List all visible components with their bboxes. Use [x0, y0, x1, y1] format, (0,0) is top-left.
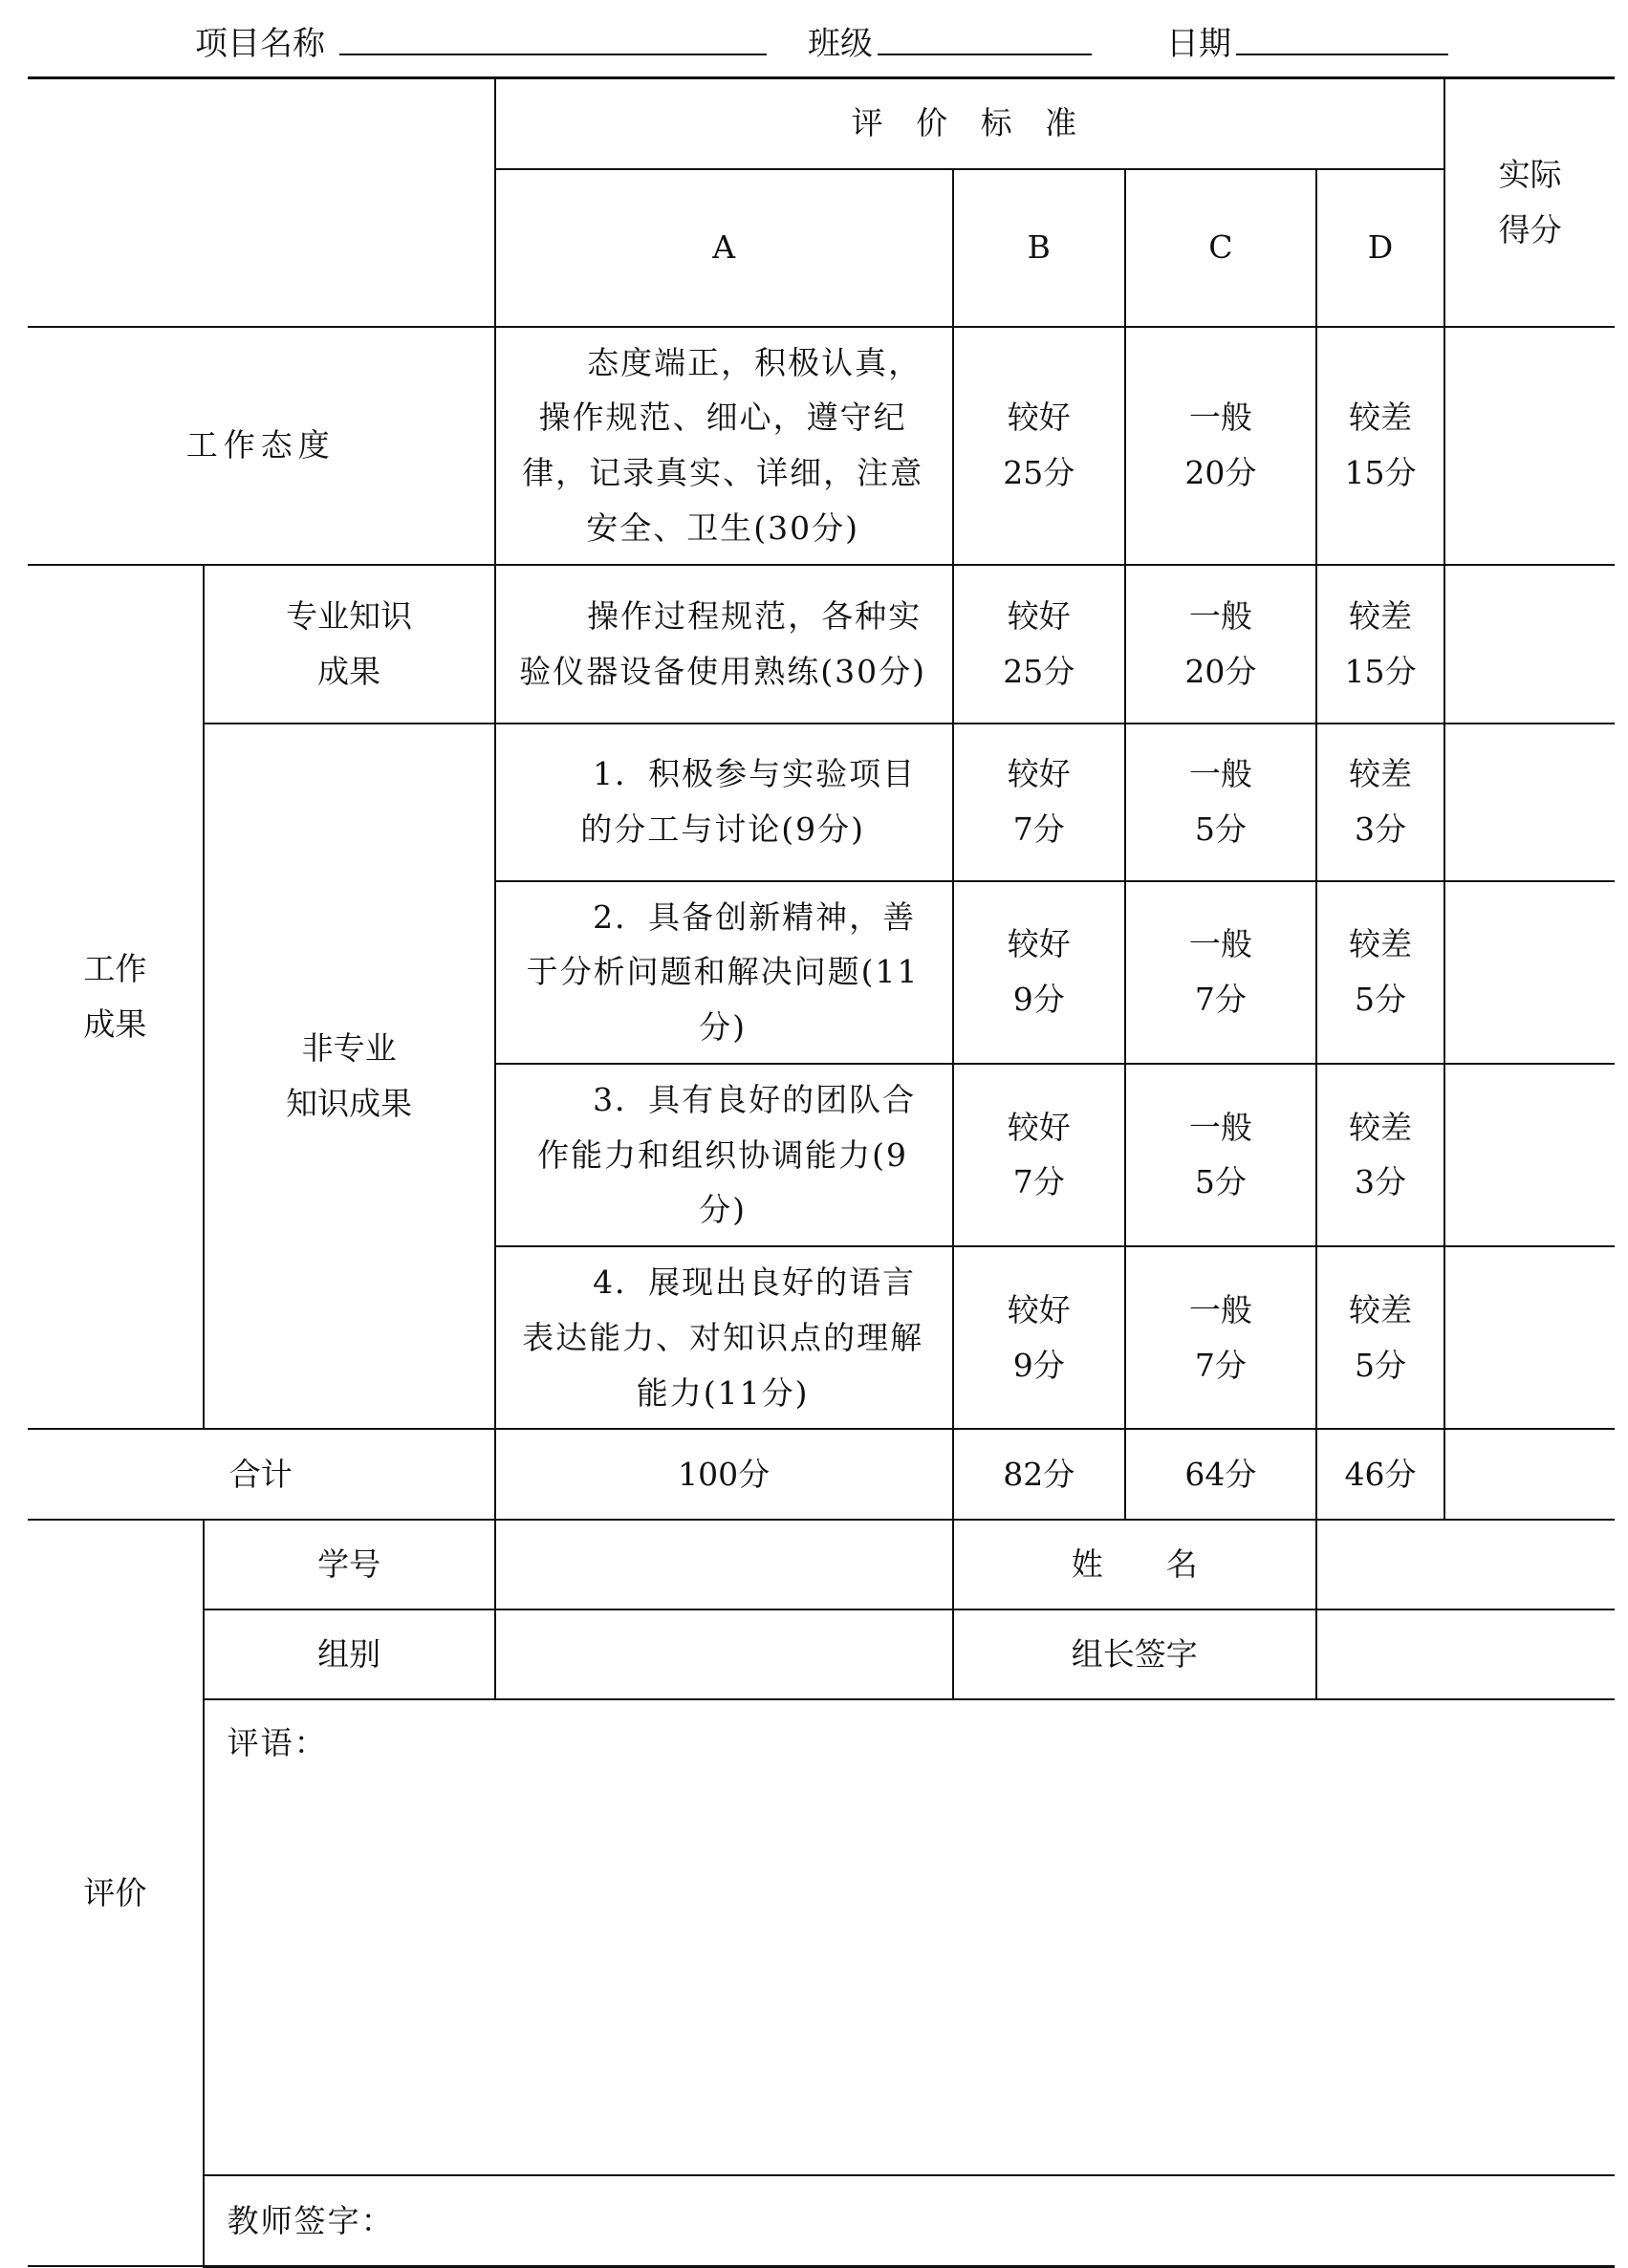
grade-b-cell — [953, 1246, 1125, 1429]
actual-score-cell[interactable] — [1444, 881, 1615, 1064]
grade-d-cell — [1316, 724, 1444, 881]
actual-score-cell[interactable] — [1444, 327, 1615, 565]
grade-word: 较好 — [1007, 399, 1071, 437]
criteria-text: 操作过程规范，各种实验仪器设备使用熟练(30分) — [519, 596, 926, 690]
grade-points: 7分 — [1194, 1346, 1247, 1384]
actual-score-line2: 得分 — [1498, 210, 1562, 248]
teacher-sign-label: 教师签字： — [227, 2201, 395, 2239]
total-b: 82分 — [953, 1429, 1125, 1520]
class-label: 班级 — [808, 25, 873, 63]
grade-b-cell — [953, 724, 1125, 881]
grade-points: 3分 — [1355, 1163, 1407, 1201]
teacher-sign-field[interactable] — [204, 2175, 1615, 2266]
comments-field[interactable] — [204, 1699, 1615, 2175]
work-results-line1: 工作 — [83, 950, 147, 988]
grade-word: 较差 — [1349, 925, 1413, 963]
grade-word: 较好 — [1007, 925, 1071, 963]
group-field[interactable] — [495, 1609, 953, 1699]
grade-points: 9分 — [1012, 1346, 1065, 1384]
grade-points: 25分 — [1003, 454, 1075, 491]
criteria-text: 1．积极参与实验项目的分工与讨论(9分) — [580, 755, 917, 848]
grade-word: 较差 — [1349, 755, 1413, 793]
grade-word: 较差 — [1349, 399, 1413, 437]
grade-col-d: D — [1316, 169, 1444, 327]
grade-word: 一般 — [1188, 755, 1252, 793]
project-name-label: 项目名称 — [195, 25, 325, 63]
grade-col-b: B — [953, 169, 1125, 327]
grade-b-cell — [953, 881, 1125, 1064]
grade-points: 7分 — [1194, 981, 1247, 1019]
grade-word: 一般 — [1188, 399, 1252, 437]
non-professional-line2: 知识成果 — [286, 1084, 413, 1122]
grade-points: 20分 — [1184, 454, 1257, 491]
grade-col-c: C — [1125, 169, 1316, 327]
project-name-field[interactable] — [339, 54, 767, 55]
grade-points: 5分 — [1355, 981, 1407, 1019]
evaluation-table — [28, 76, 1615, 2268]
professional-results-label — [204, 565, 495, 724]
actual-score-header — [1444, 78, 1615, 327]
grade-word: 较好 — [1007, 596, 1071, 635]
date-label: 日期 — [1166, 25, 1231, 63]
criteria-text: 态度端正，积极认真，操作规范、细心，遵守纪律，记录真实、详细，注意安全、卫生(30分) — [522, 343, 924, 547]
total-a: 100分 — [495, 1429, 953, 1520]
student-id-label: 学号 — [204, 1520, 495, 1609]
grade-b-cell — [953, 1064, 1125, 1246]
grade-word: 较差 — [1349, 1108, 1413, 1146]
professional-line2: 成果 — [317, 652, 381, 690]
grade-points: 15分 — [1344, 454, 1417, 491]
form-header — [0, 0, 1628, 76]
student-id-field[interactable] — [495, 1520, 953, 1609]
work-results-label — [28, 565, 204, 1430]
actual-score-cell[interactable] — [1444, 1064, 1615, 1246]
grade-c-cell — [1125, 881, 1316, 1064]
non-professional-results-label — [204, 724, 495, 1430]
grade-c-cell — [1125, 1064, 1316, 1246]
non-professional-criteria-3 — [495, 1064, 953, 1246]
grade-points: 15分 — [1344, 652, 1417, 690]
non-professional-criteria-4 — [495, 1246, 953, 1429]
grade-c-cell — [1125, 1246, 1316, 1429]
grade-c-cell — [1125, 327, 1316, 565]
grade-points: 3分 — [1355, 810, 1407, 848]
grade-c-cell — [1125, 565, 1316, 724]
total-c: 64分 — [1125, 1429, 1316, 1520]
total-d: 46分 — [1316, 1429, 1444, 1520]
group-label: 组别 — [204, 1609, 495, 1699]
grade-points: 5分 — [1194, 810, 1247, 848]
grade-points: 5分 — [1355, 1346, 1407, 1384]
grade-points: 9分 — [1012, 981, 1065, 1019]
grade-word: 较好 — [1007, 1290, 1071, 1328]
work-attitude-criteria — [495, 327, 953, 565]
grade-d-cell — [1316, 881, 1444, 1064]
evaluation-label: 评价 — [28, 1520, 204, 2266]
grade-d-cell — [1316, 565, 1444, 724]
grade-points: 5分 — [1194, 1163, 1247, 1201]
grade-col-a: A — [495, 169, 953, 327]
grade-word: 一般 — [1188, 1290, 1252, 1328]
date-field[interactable] — [1236, 54, 1448, 55]
actual-score-cell[interactable] — [1444, 565, 1615, 724]
criteria-text: 3．具有良好的团队合作能力和组织协调能力(9分) — [537, 1080, 917, 1229]
work-attitude-label: 工作态度 — [28, 327, 495, 565]
work-results-line2: 成果 — [83, 1004, 147, 1043]
grade-b-cell — [953, 327, 1125, 565]
grade-points: 7分 — [1012, 810, 1065, 848]
criteria-title: 评 价 标 准 — [495, 78, 1445, 169]
grade-word: 较差 — [1349, 1290, 1413, 1328]
class-field[interactable] — [878, 54, 1092, 55]
grade-word: 一般 — [1188, 925, 1252, 963]
actual-score-cell[interactable] — [1444, 1246, 1615, 1429]
grade-d-cell — [1316, 1246, 1444, 1429]
non-professional-criteria-1 — [495, 724, 953, 881]
total-actual-score-cell[interactable] — [1444, 1429, 1615, 1520]
total-label: 合计 — [28, 1429, 495, 1520]
name-field[interactable] — [1316, 1520, 1615, 1609]
leader-sign-label: 组长签字 — [953, 1609, 1316, 1699]
actual-score-line1: 实际 — [1498, 156, 1562, 193]
grade-points: 20分 — [1184, 652, 1257, 690]
grade-points: 7分 — [1012, 1163, 1065, 1201]
grade-b-cell — [953, 565, 1125, 724]
grade-d-cell — [1316, 327, 1444, 565]
grade-word: 一般 — [1188, 1108, 1252, 1146]
professional-line1: 专业知识 — [286, 596, 413, 635]
corner-cell — [28, 78, 495, 327]
grade-d-cell — [1316, 1064, 1444, 1246]
grade-word: 较差 — [1349, 596, 1413, 635]
leader-sign-field[interactable] — [1316, 1609, 1615, 1699]
non-professional-criteria-2 — [495, 881, 953, 1064]
grade-word: 较好 — [1007, 1108, 1071, 1146]
grade-word: 较好 — [1007, 755, 1071, 793]
grade-word: 一般 — [1188, 596, 1252, 635]
comments-label: 评语： — [227, 1724, 328, 1762]
criteria-text: 2．具备创新精神，善于分析问题和解决问题(11分) — [526, 897, 920, 1046]
actual-score-cell[interactable] — [1444, 724, 1615, 881]
name-label: 姓 名 — [953, 1520, 1316, 1609]
grade-c-cell — [1125, 724, 1316, 881]
grade-points: 25分 — [1003, 652, 1075, 690]
criteria-text: 4．展现出良好的语言表达能力、对知识点的理解能力(11分) — [522, 1264, 924, 1412]
professional-criteria — [495, 565, 953, 724]
non-professional-line1: 非专业 — [301, 1029, 397, 1068]
